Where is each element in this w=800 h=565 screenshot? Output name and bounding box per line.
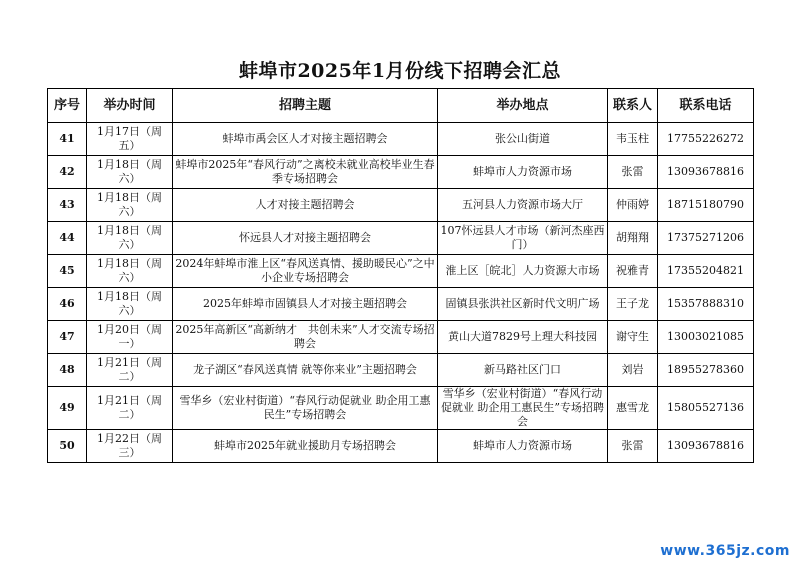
row-topic: 2025年蚌埠市固镇县人才对接主题招聘会 [173,288,438,321]
row-contact: 王子龙 [608,288,658,321]
row-phone: 15357888310 [658,288,754,321]
row-date: 1月18日（周六） [87,189,173,222]
header-topic: 招聘主题 [173,89,438,123]
table-row [48,255,754,288]
row-date: 1月18日（周六） [87,156,173,189]
row-venue: 五河县人力资源市场大厅 [438,189,608,222]
row-contact: 胡翔翔 [608,222,658,255]
row-index: 45 [48,255,87,288]
table-row [48,430,754,463]
row-venue: 淮上区［皖北］人力资源大市场 [438,255,608,288]
row-phone: 13003021085 [658,321,754,354]
row-phone: 18955278360 [658,354,754,387]
row-date: 1月20日（周一） [87,321,173,354]
row-phone: 18715180790 [658,189,754,222]
row-index: 50 [48,430,87,463]
table-row [48,387,754,430]
table-header-row [48,89,754,123]
row-venue: 蚌埠市人力资源市场 [438,156,608,189]
row-contact: 仲雨婷 [608,189,658,222]
row-index: 41 [48,123,87,156]
header-venue: 举办地点 [438,89,608,123]
row-phone: 13093678816 [658,430,754,463]
row-phone: 13093678816 [658,156,754,189]
row-topic: 蚌埠市禹会区人才对接主题招聘会 [173,123,438,156]
table-row [48,288,754,321]
row-phone: 15805527136 [658,387,754,430]
row-date: 1月21日（周二） [87,387,173,430]
row-index: 46 [48,288,87,321]
row-index: 44 [48,222,87,255]
row-index: 43 [48,189,87,222]
row-topic: 人才对接主题招聘会 [173,189,438,222]
row-date: 1月21日（周二） [87,354,173,387]
row-date: 1月18日（周六） [87,222,173,255]
row-contact: 张雷 [608,430,658,463]
row-index: 49 [48,387,87,430]
row-index: 47 [48,321,87,354]
row-venue: 固镇县张洪社区新时代文明广场 [438,288,608,321]
table-row [48,123,754,156]
header-contact: 联系人 [608,89,658,123]
row-venue: 雪华乡（宏业村街道）“春风行动促就业 助企用工惠民生”专场招聘会 [438,387,608,430]
row-index: 48 [48,354,87,387]
row-date: 1月18日（周六） [87,255,173,288]
row-topic: 2024年蚌埠市淮上区“春风送真情、援助暖民心”之中小企业专场招聘会 [173,255,438,288]
row-venue: 张公山街道 [438,123,608,156]
row-date: 1月22日（周三） [87,430,173,463]
row-phone: 17355204821 [658,255,754,288]
row-contact: 韦玉柱 [608,123,658,156]
row-date: 1月18日（周六） [87,288,173,321]
site-watermark: www.365jz.com [660,543,790,559]
table-row [48,321,754,354]
row-venue: 新马路社区门口 [438,354,608,387]
row-venue: 蚌埠市人力资源市场 [438,430,608,463]
row-topic: 龙子湖区“春风送真情 就等你来业”主题招聘会 [173,354,438,387]
row-topic: 雪华乡（宏业村街道）“春风行动促就业 助企用工惠民生”专场招聘会 [173,387,438,430]
row-venue: 黄山大道7829号上理大科技园 [438,321,608,354]
document-title: 蚌埠市2025年1月份线下招聘会汇总 [238,60,562,82]
header-index: 序号 [48,89,87,123]
row-topic: 蚌埠市2025年就业援助月专场招聘会 [173,430,438,463]
row-index: 42 [48,156,87,189]
table-row [48,189,754,222]
job-fair-table [47,88,754,463]
row-contact: 祝雅青 [608,255,658,288]
table-row [48,222,754,255]
row-contact: 谢守生 [608,321,658,354]
table-row [48,354,754,387]
row-venue: 107怀远县人才市场（新河杰座西门） [438,222,608,255]
row-contact: 刘岩 [608,354,658,387]
row-phone: 17375271206 [658,222,754,255]
row-topic: 怀远县人才对接主题招聘会 [173,222,438,255]
row-contact: 张雷 [608,156,658,189]
table-row [48,156,754,189]
row-topic: 蚌埠市2025年“春风行动”之离校未就业高校毕业生春季专场招聘会 [173,156,438,189]
row-phone: 17755226272 [658,123,754,156]
row-date: 1月17日（周五） [87,123,173,156]
row-contact: 惠雪龙 [608,387,658,430]
header-phone: 联系电话 [658,89,754,123]
header-time: 举办时间 [87,89,173,123]
row-topic: 2025年高新区“高新纳才 共创未来”人才交流专场招聘会 [173,321,438,354]
